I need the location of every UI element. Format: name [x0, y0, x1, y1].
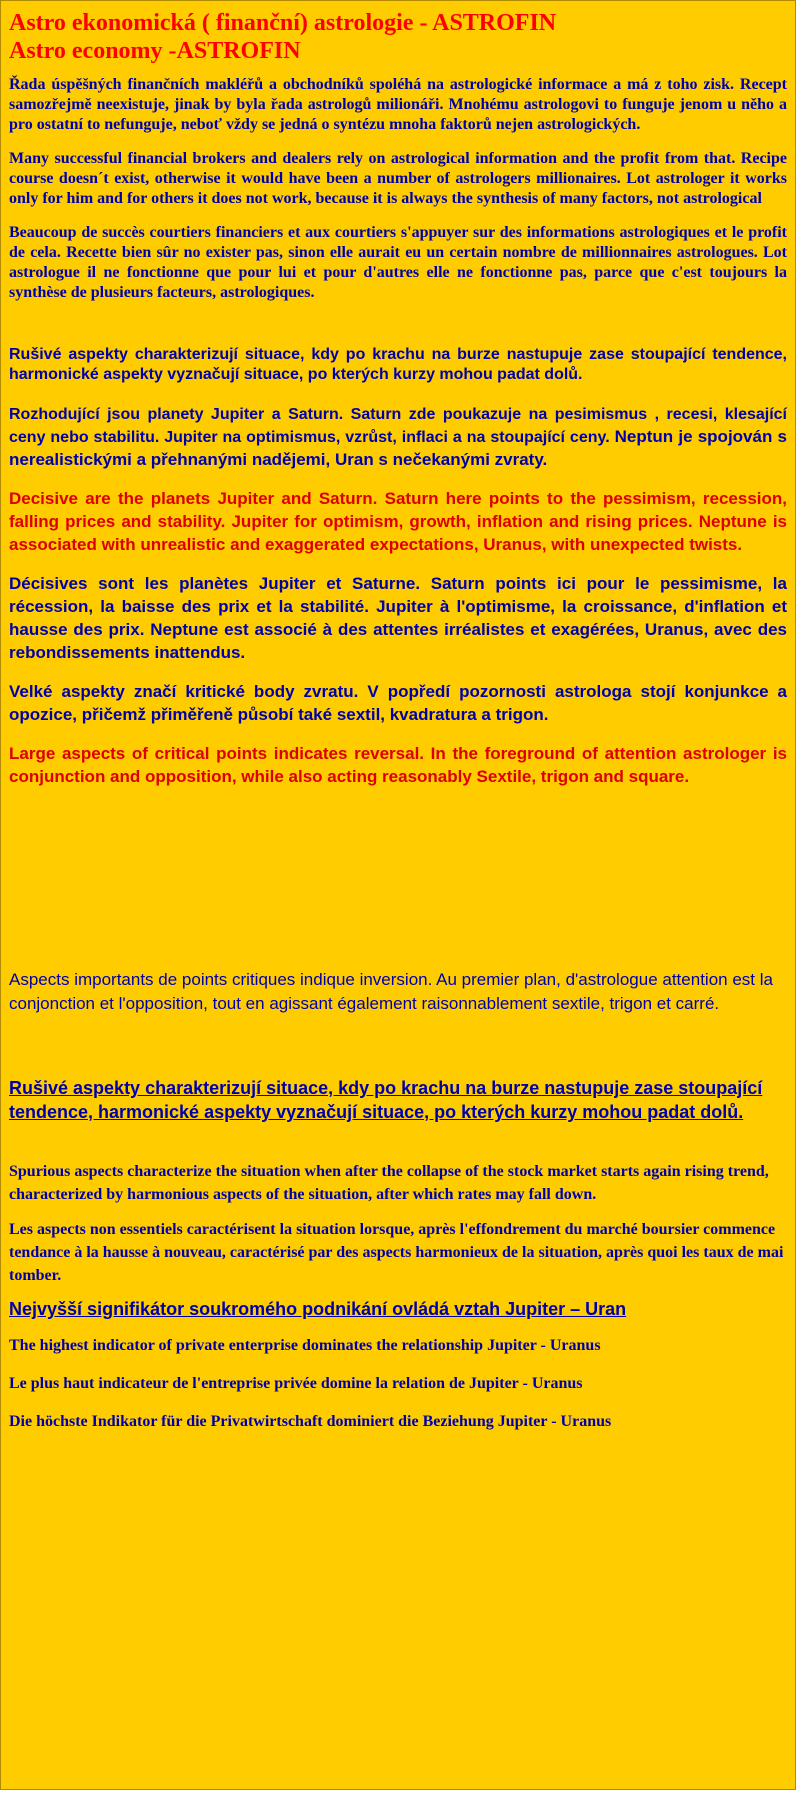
paragraph-cz-planets [9, 405, 787, 471]
paragraph-en-big-aspects: Large aspects of critical points indicates reversal. In the foreground of attention astrologer is conjunction and opposition, while also acting reasonably Sextile, trigon and square. [9, 744, 787, 786]
paragraph-en-indicator: The highest indicator of private enterprise dominates the relationship Jupiter - Uranus [9, 1337, 601, 1354]
title-line-en: Astro economy -ASTROFIN [9, 38, 301, 64]
paragraph-de-indicator: Die höchste Indikator für die Privatwirtschaft dominiert die Beziehung Jupiter - Uranus [9, 1413, 612, 1430]
paragraph-cz-planets-a: Rozhodující jsou planety Jupiter a Saturn. Saturn zde poukazuje na pesimismus , recesi, klesající ceny nebo stabilitu. Jupiter na optimismus, vzrůst, inflaci a na stoupající ceny. [9, 406, 787, 446]
paragraph-cz-intro: Řada úspěšných finančních makléřů a obchodníků spoléhá na astrologické informace a má z toho zisk. Recept samozřejmě neexistuje, jinak by byla řada astrologů milionáři. Mnohému astrologovi to funguje jenom u něho a pro ostatní to nefunguje, neboť vždy se jedná o syntézu mnoha faktorů nejen astrologických. [9, 76, 787, 133]
paragraph-fr-planets: Décisives sont les planètes Jupiter et Saturne. Saturn points ici pour le pessimisme, la récession, la baisse des prix et la stabilité. Jupiter à l'optimisme, la croissance, d'inflation et hausse des prix. Neptune est associé à des attentes irréalistes et exagérées, Uranus, avec des rebondissements inattendus. [9, 574, 787, 662]
paragraph-cz-planets-b: Neptun je spojován s nerealistickými a přehnanými nadějemi, Uran s nečekanými zvraty. [9, 427, 787, 469]
paragraph-en-spurious: Spurious aspects characterize the situation when after the collapse of the stock market starts again rising trend, characterized by harmonious aspects of the situation, after which rates may fall down. [9, 1163, 769, 1203]
link-cz-aspects[interactable]: Rušivé aspekty charakterizují situace, kdy po krachu na burze nastupuje zase stoupající tendence, harmonické aspekty vyznačují situace, po kterých kurzy mohou padat dolů. [9, 1078, 763, 1122]
title-line-cz: Astro ekonomická ( finanční) astrologie - ASTROFIN [9, 10, 557, 36]
paragraph-en-planets: Decisive are the planets Jupiter and Saturn. Saturn here points to the pessimism, recession, falling prices and stability. Jupiter for optimism, growth, inflation and rising prices. Neptune is associated with unrealistic and exaggerated expectations, Uranus, with unexpected twists. [9, 489, 787, 554]
page-title [9, 9, 787, 65]
paragraph-cz-aspects: Rušivé aspekty charakterizují situace, kdy po krachu na burze nastupuje zase stoupající tendence, harmonické aspekty vyznačují situace, po kterých kurzy mohou padat dolů. [9, 346, 787, 383]
paragraph-cz-big-aspects: Velké aspekty značí kritické body zvratu. V popředí pozornosti astrologa stojí konjunkce a opozice, přičemž přiměřeně působí také sextil, kvadratura a trigon. [9, 682, 787, 724]
paragraph-fr-indicator: Le plus haut indicateur de l'entreprise privée domine la relation de Jupiter - Uranus [9, 1375, 583, 1392]
paragraph-fr-intro: Beaucoup de succès courtiers financiers et aux courtiers s'appuyer sur des informations astrologiques et le profit de cela. Recette bien sûr no exister pas, sinon elle aurait eu un certain nombre de millionnaires astrologues. Lot astrologue il ne fonctionne que pour lui et pour d'autres elle ne fonctionne pas, parce que c'est toujours la synthèse de plusieurs facteurs, astrologiques. [9, 224, 787, 301]
link-cz-indicator[interactable]: Nejvyšší signifikátor soukromého podnikání ovládá vztah Jupiter – Uran [9, 1299, 627, 1319]
paragraph-fr-spurious: Les aspects non essentiels caractérisent la situation lorsque, après l'effondrement du marché boursier commence tendance à la hausse à nouveau, caractérisé par des aspects harmonieux de la situation, après quoi les taux de mai tomber. [9, 1221, 784, 1284]
paragraph-fr-big-aspects: Aspects importants de points critiques indique inversion. Au premier plan, d'astrologue attention est la conjonction et l'opposition, tout en agissant également raisonnablement sextile, trigon et carré. [9, 970, 773, 1013]
paragraph-en-intro: Many successful financial brokers and dealers rely on astrological information and the profit from that. Recipe course doesn´t exist, otherwise it would have been a number of astrologers millionaires. Lot astrologer it works only for him and for others it does not work, because it is always the synthesis of many factors, not astrological [9, 150, 787, 207]
